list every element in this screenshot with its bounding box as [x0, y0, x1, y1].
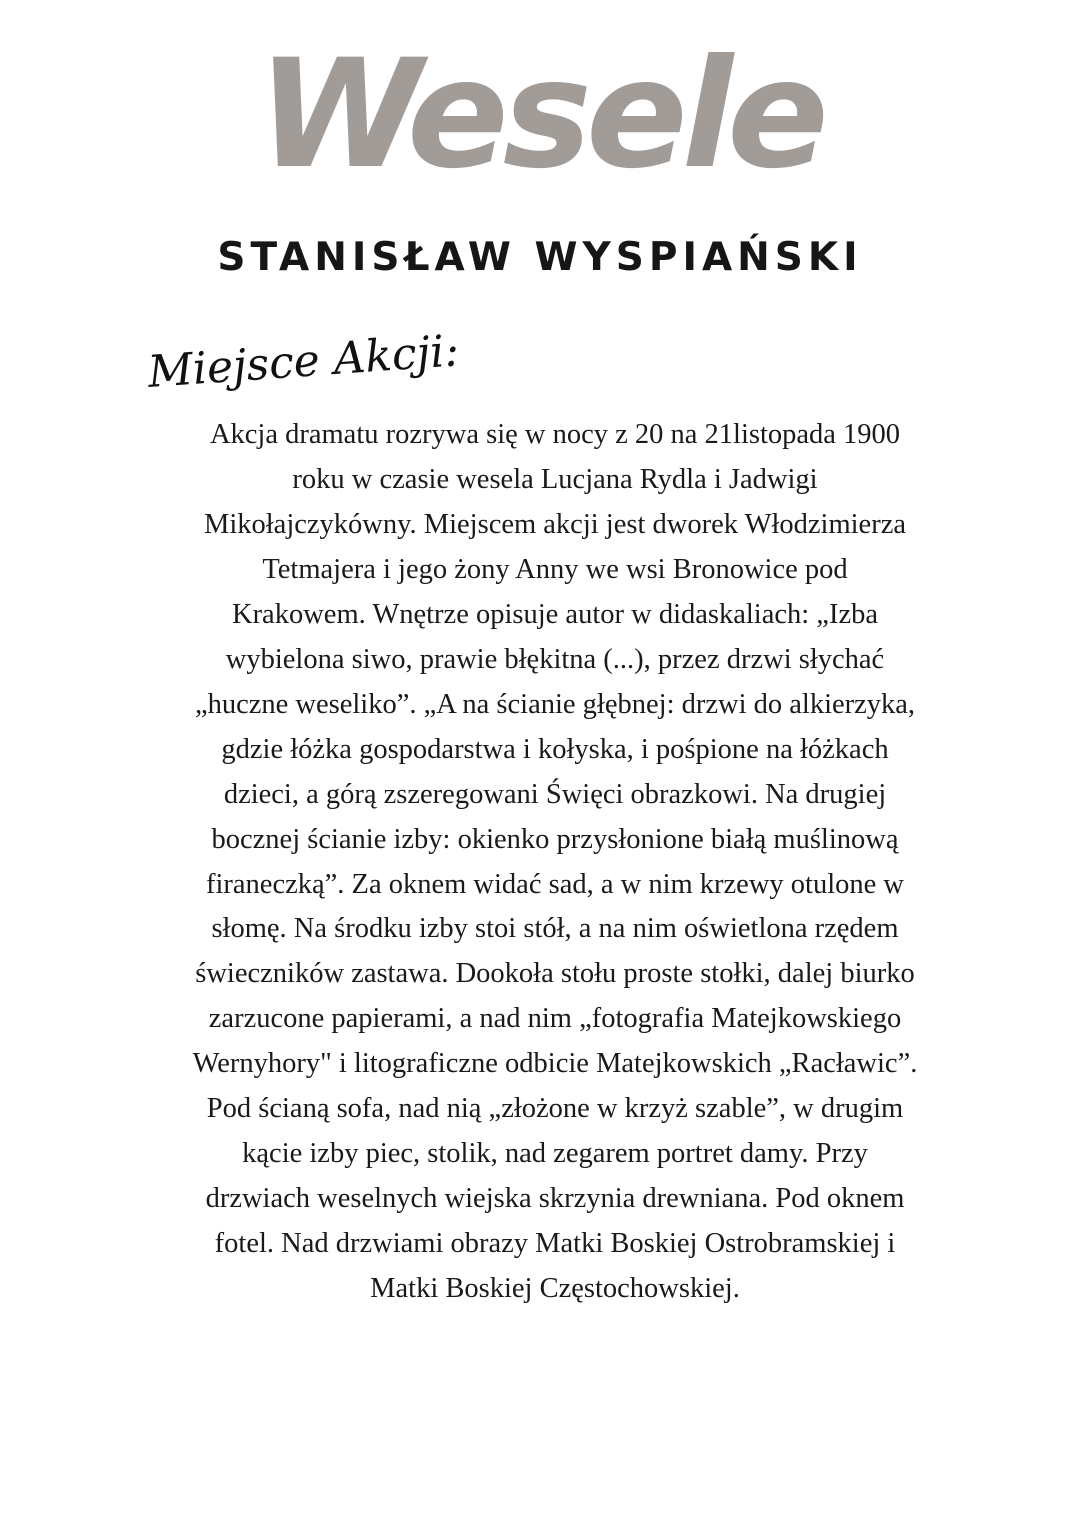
paragraph-line: Krakowem. Wnętrze opisuje autor w didaskaliach: „Izba: [231, 598, 878, 630]
paragraph-line: Tetmajera i jego żony Anny we wsi Bronowice pod: [262, 553, 848, 585]
paragraph-line: zarzucone papierami, a nad nim „fotografia Matejkowskiego: [208, 1003, 902, 1035]
paragraph-line: roku w czasie wesela Lucjana Rydla i Jadwigi: [292, 463, 818, 495]
paragraph-line: wybielona siwo, prawie błękitna (...), przez drzwi słychać: [225, 643, 885, 675]
paragraph-line: dzieci, a górą zszeregowani Święci obrazkowi. Na drugiej: [223, 778, 887, 810]
paragraph-line: Mikołajczykówny. Miejscem akcji jest dworek Włodzimierza: [204, 508, 906, 540]
paragraph-line: „huczne weseliko”. „A na ścianie głębnej: drzwi do alkierzyka,: [194, 688, 916, 720]
paragraph-line: bocznej ścianie izby: okienko przysłonione białą muślinową: [211, 823, 899, 855]
paragraph-line: świeczników zastawa. Dookoła stołu proste stołki, dalej biurko: [195, 958, 915, 990]
paragraph-line: Pod ścianą sofa, nad nią „złożone w krzyż szable”, w drugim: [206, 1093, 904, 1125]
paragraph-line: Matki Boskiej Częstochowskiej.: [370, 1273, 740, 1305]
body-paragraph: [100, 413, 1010, 1312]
author-name: STANISŁAW WYSPIAŃSKI: [217, 235, 863, 280]
paragraph-line: słomę. Na środku izby stoi stół, a na nim oświetlona rzędem: [211, 913, 899, 945]
paragraph-line: drzwiach weselnych wiejska skrzynia drewniana. Pod oknem: [205, 1183, 905, 1215]
paragraph-line: Wernyhory" i litograficzne odbicie Matejkowskich „Racławic”.: [192, 1048, 918, 1080]
paragraph-line: kącie izby piec, stolik, nad zegarem portret damy. Przy: [242, 1138, 868, 1170]
paragraph-line: gdzie łóżka gospodarstwa i kołyska, i pośpione na łóżkach: [221, 733, 889, 765]
paragraph-line: firaneczką”. Za oknem widać sad, a w nim krzewy otulone w: [206, 868, 904, 900]
section-heading: Miejsce Akcji:: [146, 325, 461, 398]
document-title: Wesele: [257, 28, 823, 202]
paragraph-line: fotel. Nad drzwiami obrazy Matki Boskiej Ostrobramskiej i: [214, 1228, 896, 1260]
paragraph-line: Akcja dramatu rozrywa się w nocy z 20 na 21listopada 1900: [209, 419, 901, 450]
